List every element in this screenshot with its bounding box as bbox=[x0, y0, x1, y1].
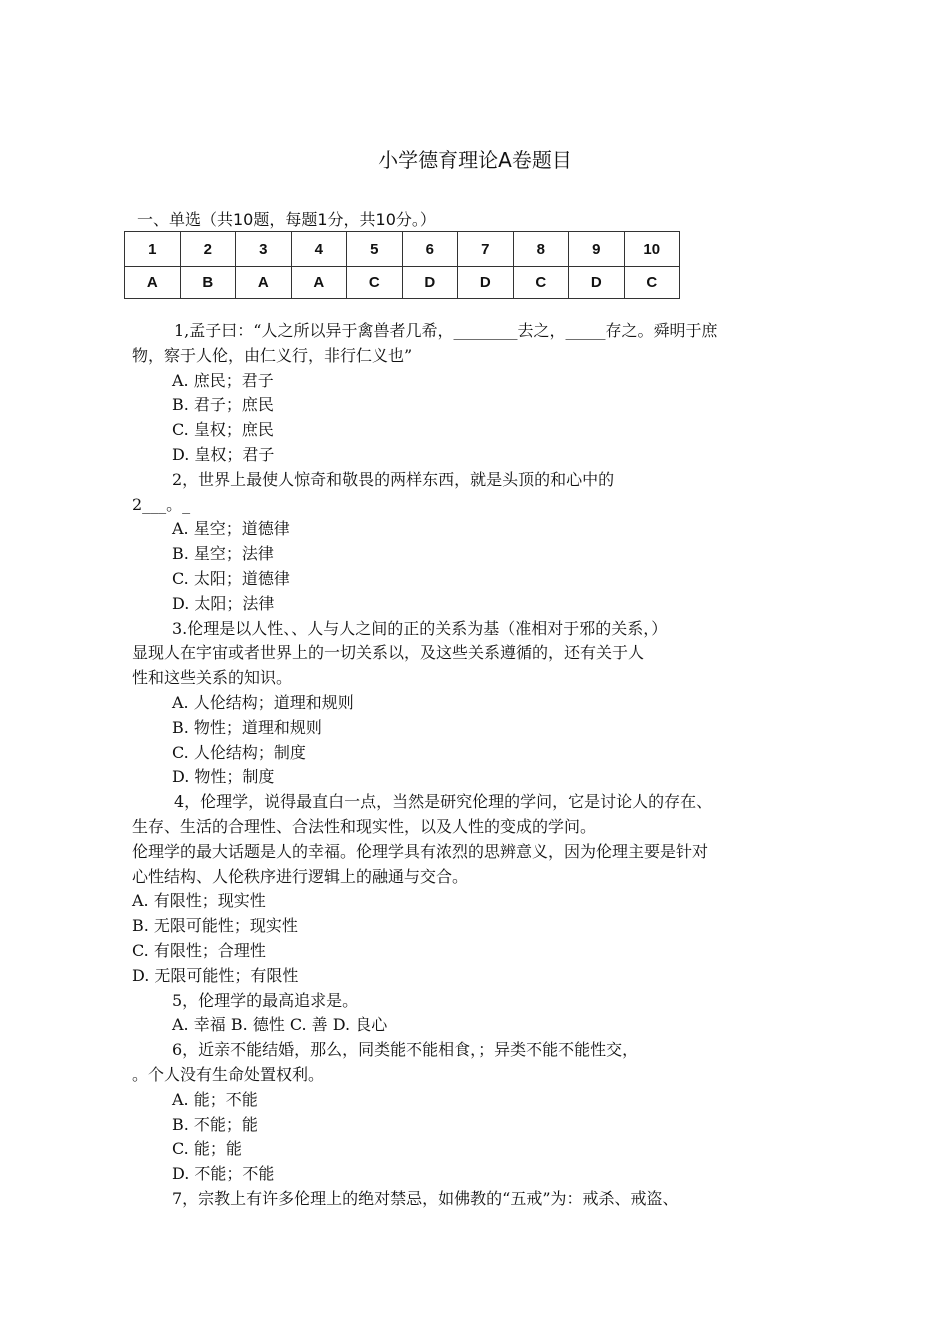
section-heading: 一、单选（共10题，每题1分，共10分。） bbox=[137, 210, 436, 229]
question-number: 8 bbox=[513, 232, 569, 267]
answer-key: C bbox=[347, 267, 403, 299]
text-line: 伦理学的最大话题是人的幸福。伦理学具有浓烈的思辨意义，因为伦理主要是针对 bbox=[132, 841, 709, 861]
question-body bbox=[132, 319, 832, 1212]
text-line: 生存、生活的合理性、合法性和现实性，以及人性的变成的学问。 bbox=[132, 816, 597, 836]
answer-key: D bbox=[458, 267, 514, 299]
question-number: 3 bbox=[236, 232, 292, 267]
text-line: 2___。_ bbox=[132, 494, 191, 514]
text-line: C. 能；能 bbox=[172, 1139, 242, 1159]
answer-key: D bbox=[402, 267, 458, 299]
answer-key: A bbox=[236, 267, 292, 299]
text-line: B. 星空；法律 bbox=[172, 544, 274, 564]
text-line: A. 幸福 B. 德性 C. 善 D. 良心 bbox=[172, 1015, 388, 1035]
text-line: A. 有限性；现实性 bbox=[132, 891, 266, 911]
answer-key: D bbox=[569, 267, 625, 299]
answer-key: A bbox=[291, 267, 347, 299]
text-line: B. 君子；庶民 bbox=[172, 395, 274, 415]
answer-key: A bbox=[125, 267, 181, 299]
page-title: 小学德育理论A卷题目 bbox=[378, 148, 572, 172]
text-line: C. 太阳；道德律 bbox=[172, 568, 290, 588]
answer-key: B bbox=[180, 267, 236, 299]
question-number: 2 bbox=[180, 232, 236, 267]
text-line: B. 不能；能 bbox=[172, 1114, 258, 1134]
text-line: 1,孟子曰：“人之所以异于禽兽者几希，________去之，_____存之。舜明于庶 bbox=[174, 321, 718, 340]
text-line: B. 物性；道理和规则 bbox=[172, 717, 322, 737]
text-line: C. 人伦结构；制度 bbox=[172, 742, 306, 762]
text-line: 显现人在宇宙或者世界上的一切关系以，及这些关系遵循的，还有关于人 bbox=[132, 643, 645, 663]
text-line: D. 无限可能性；有限性 bbox=[132, 965, 299, 985]
text-line: A. 人伦结构；道理和规则 bbox=[172, 692, 354, 712]
answer-key: C bbox=[513, 267, 569, 299]
question-number: 6 bbox=[402, 232, 458, 267]
text-line: A. 能；不能 bbox=[172, 1089, 258, 1109]
question-number: 1 bbox=[125, 232, 181, 267]
text-line: D. 不能；不能 bbox=[172, 1164, 275, 1184]
question-number: 4 bbox=[291, 232, 347, 267]
text-line: 2，世界上最使人惊奇和敬畏的两样东西，就是头顶的和心中的 bbox=[172, 469, 615, 489]
question-number: 5 bbox=[347, 232, 403, 267]
text-line: 3.伦理是以人性、、人与人之间的正的关系为基（准相对于邪的关系，） bbox=[172, 618, 668, 638]
answer-table-answers-row bbox=[125, 267, 680, 299]
text-line: 5，伦理学的最高追求是。 bbox=[172, 990, 359, 1010]
text-line: D. 太阳；法律 bbox=[172, 593, 275, 613]
text-line: D. 皇权；君子 bbox=[172, 444, 275, 464]
text-line: A. 星空；道德律 bbox=[172, 519, 290, 539]
text-line: 。个人没有生命处置权利。 bbox=[132, 1064, 325, 1084]
question-number: 9 bbox=[569, 232, 625, 267]
text-line: C. 皇权；庶民 bbox=[172, 420, 274, 440]
text-line: 6，近亲不能结婚，那么，同类能不能相食，；异类不能不能性交， bbox=[172, 1040, 639, 1060]
answer-table bbox=[124, 231, 680, 299]
text-line: 性和这些关系的知识。 bbox=[132, 668, 293, 688]
answer-table-numbers-row bbox=[125, 232, 680, 267]
text-line: 心性结构、人伦秩序进行逻辑上的融通与交合。 bbox=[132, 866, 469, 886]
text-line: 4，伦理学，说得最直白一点，当然是研究伦理的学问，它是讨论人的存在、 bbox=[174, 792, 713, 812]
text-line: 物，察于人伦，由仁义行，非行仁义也” bbox=[132, 345, 413, 365]
text-line: C. 有限性；合理性 bbox=[132, 940, 266, 960]
text-line: D. 物性；制度 bbox=[172, 767, 275, 787]
text-line: B. 无限可能性；现实性 bbox=[132, 916, 298, 936]
text-line: 7，宗教上有许多伦理上的绝对禁忌，如佛教的“五戒”为：戒杀、戒盗、 bbox=[172, 1188, 679, 1208]
answer-key: C bbox=[624, 267, 680, 299]
question-number: 7 bbox=[458, 232, 514, 267]
text-line: A. 庶民；君子 bbox=[172, 370, 274, 390]
question-number: 10 bbox=[624, 232, 680, 267]
